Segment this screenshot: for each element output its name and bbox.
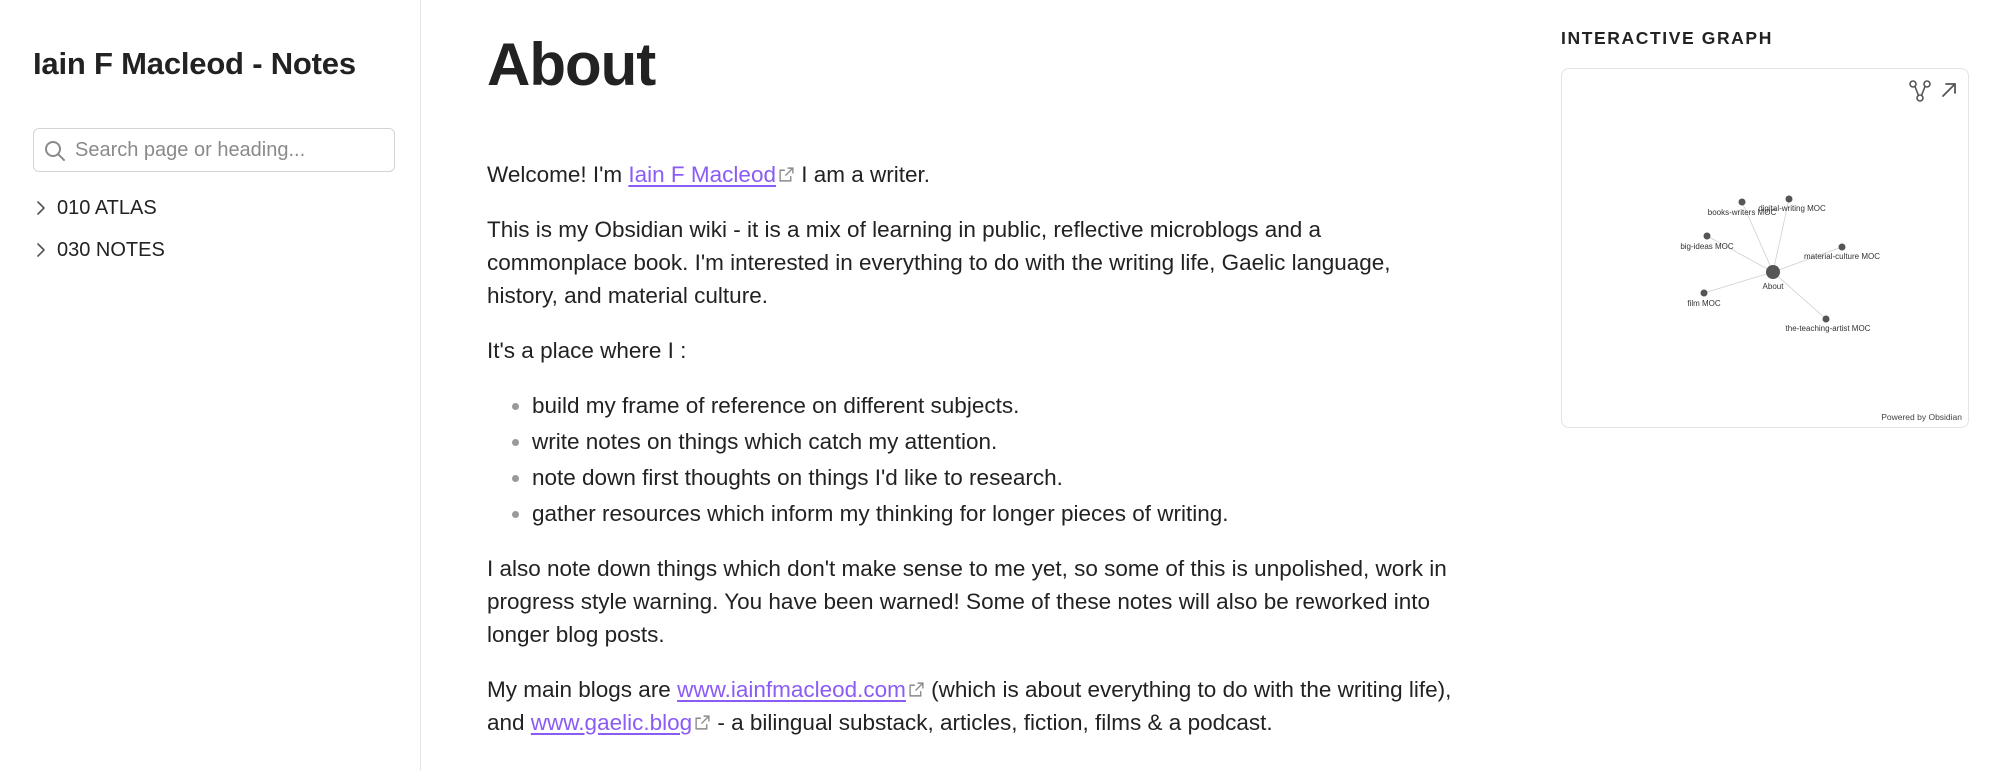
gaelic-blog-link-text: www.gaelic.blog (530, 710, 693, 735)
graph-node[interactable] (1823, 316, 1830, 323)
page-title: About (487, 31, 656, 98)
external-link-icon (694, 714, 711, 731)
graph-node[interactable] (1786, 196, 1793, 203)
graph-node[interactable] (1839, 244, 1846, 251)
article-body (487, 158, 1467, 761)
nav-folder-label: 030 NOTES (57, 238, 165, 261)
sidebar (0, 0, 421, 770)
description-paragraph: This is my Obsidian wiki - it is a mix of learning in public, reflective microblogs and a commonplace book. I'm interested in everything to do with the writing life, Gaelic language, history, and material culture. (487, 217, 1391, 308)
graph-node-label: film MOC (1687, 299, 1721, 308)
chevron-right-icon (33, 242, 49, 258)
intro-paragraph (487, 158, 1467, 191)
warning-paragraph: I also note down things which don't make sense to me yet, so some of this is unpolished, work in progress style warning. You have been warned! Some of these notes will also be reworked into longer blog posts. (487, 556, 1447, 647)
graph-node[interactable] (1766, 265, 1780, 279)
graph-node-label: books-writers MOC (1707, 208, 1777, 217)
expand-arrow-icon[interactable] (1938, 79, 1960, 101)
graph-node-label: the-teaching-artist MOC (1785, 324, 1871, 333)
blogs-paragraph (487, 673, 1467, 739)
graph-node[interactable] (1704, 233, 1711, 240)
search-input[interactable] (75, 129, 385, 171)
graph-node-label: material-culture MOC (1803, 252, 1881, 261)
graph-node[interactable] (1739, 199, 1746, 206)
purpose-list (487, 389, 1467, 530)
list-item: • gather resources which inform my thinking for longer pieces of writing. (532, 497, 1467, 530)
graph-heading: INTERACTIVE GRAPH (1561, 28, 1773, 48)
graph-canvas[interactable] (1562, 69, 1968, 427)
intro-text-end: I am a writer. (794, 162, 931, 187)
place-paragraph: It's a place where I : (487, 338, 687, 363)
chevron-right-icon (33, 200, 49, 216)
blogs-text-end: - a bilingual substack, articles, fiction, films & a podcast. (711, 710, 1273, 735)
nav-folder-atlas[interactable] (33, 193, 157, 223)
graph-node[interactable] (1701, 290, 1708, 297)
nav-folder-label: 010 ATLAS (57, 196, 157, 219)
blogs-text: My main blogs are (487, 677, 678, 702)
gaelic-blog-link[interactable] (531, 710, 711, 735)
search-icon (44, 140, 66, 162)
blogs-text-middle: (which is about everything to do with the writing life), and (487, 677, 1452, 735)
powered-by-obsidian: Powered by Obsidian (1881, 412, 1962, 422)
intro-text: Welcome! I'm (487, 162, 629, 187)
site-title[interactable]: Iain F Macleod - Notes (33, 46, 356, 81)
iainfmacleod-link-text: www.iainfmacleod.com (677, 677, 906, 702)
graph-node-label: About (1762, 282, 1784, 291)
external-link-icon (908, 681, 925, 698)
global-graph-icon[interactable] (1908, 79, 1932, 103)
graph-node-label: big-ideas MOC (1680, 242, 1734, 251)
graph-panel[interactable] (1561, 68, 1969, 428)
list-item: • write notes on things which catch my attention. (532, 425, 1467, 458)
external-link-icon (778, 166, 795, 183)
graph-node-label: digital-writing MOC (1758, 204, 1826, 213)
list-item: • note down first thoughts on things I'd like to research. (532, 461, 1467, 494)
nav-folder-notes[interactable] (33, 235, 165, 265)
list-item: • build my frame of reference on different subjects. (532, 389, 1467, 422)
search-box[interactable] (33, 128, 395, 172)
iainfmacleod-link[interactable] (677, 677, 925, 702)
author-link[interactable] (628, 162, 795, 187)
author-link-text: Iain F Macleod (628, 162, 776, 187)
